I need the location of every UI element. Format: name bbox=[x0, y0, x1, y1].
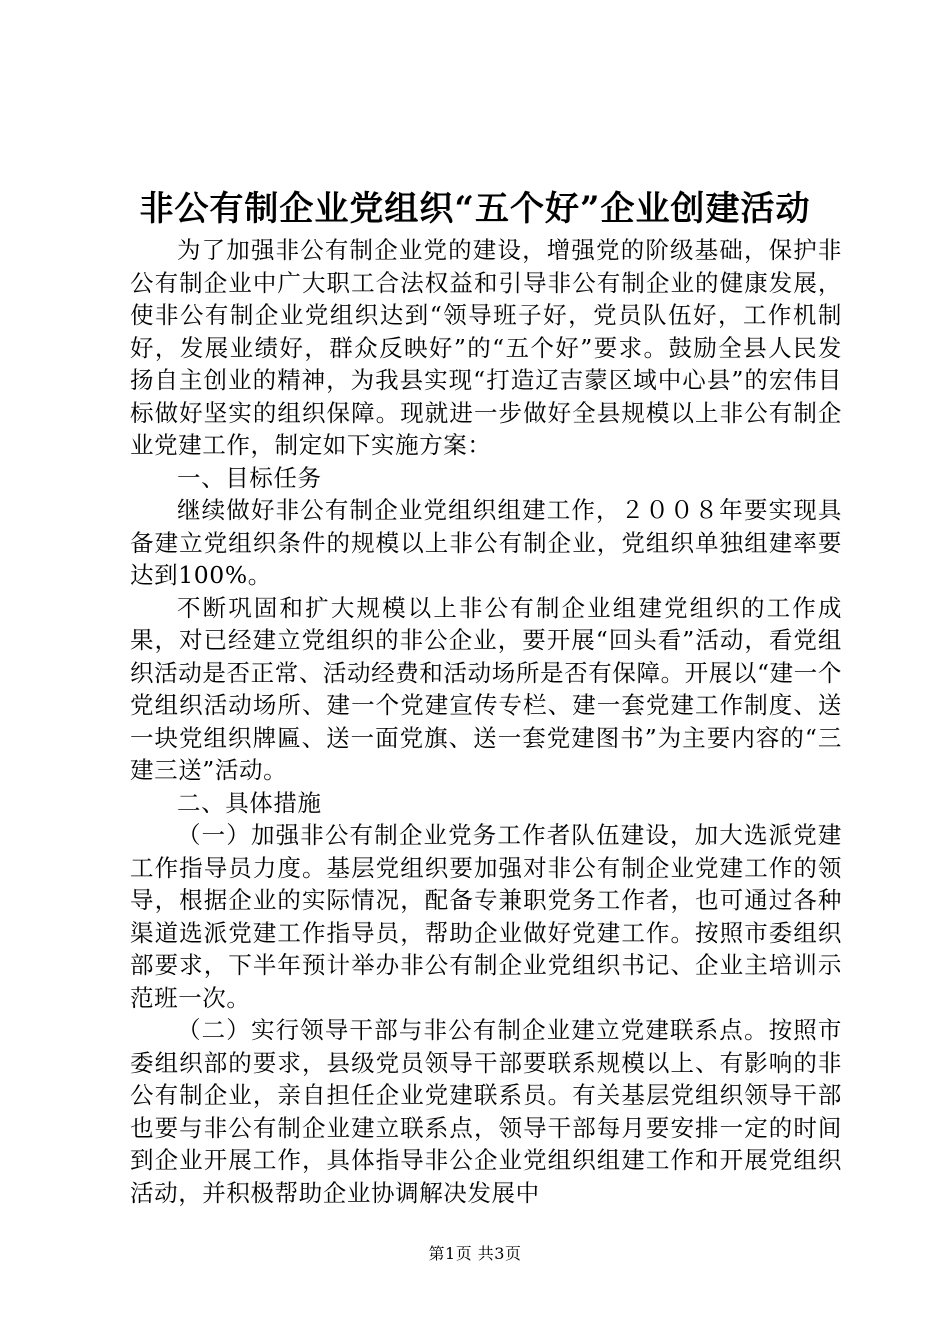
section-heading-goals: 一、目标任务 bbox=[177, 463, 322, 492]
measures-paragraph-1: （一）加强非公有制企业党务工作者队伍建设，加大选派党建工作指导员力度。基层党组织要加强对非公有制企业党建工作的领导，根据企业的实际情况，配备专兼职党务工作者，也可通过各种渠道选派党建工作指导员，帮助企业做好党建工作。按照市委组织部要求，下半年预计举办非公有制企业党组织书记、企业主培训示范班一次。 bbox=[130, 821, 842, 1012]
measures-paragraph-2: （二）实行领导干部与非公有制企业建立党建联系点。按照市委组织部的要求，县级党员领导干部要联系规模以上、有影响的非公有制企业，亲自担任企业党建联系员。有关基层党组织领导干部也要与非公有制企业建立联系点，领导干部每月要安排一定的时间到企业开展工作，具体指导非公企业党组织组建工作和开展党组织活动，并积极帮助企业协调解决发展中 bbox=[130, 1016, 842, 1207]
section-heading-measures: 二、具体措施 bbox=[177, 788, 322, 817]
document-title: 非公有制企业党组织“五个好”企业创建活动 bbox=[139, 189, 811, 229]
goals-paragraph-1: 继续做好非公有制企业党组织组建工作，２００８年要实现具备建立党组织条件的规模以上非公有制企业，党组织单独组建率要达到100%。 bbox=[130, 496, 842, 589]
intro-paragraph: 为了加强非公有制企业党的建设，增强党的阶级基础，保护非公有制企业中广大职工合法权益和引导非公有制企业的健康发展，使非公有制企业党组织达到“领导班子好，党员队伍好，工作机制好，发展业绩好，群众反映好”的“五个好”要求。鼓励全县人民发扬自主创业的精神，为我县实现“打造辽吉蒙区域中心县”的宏伟目标做好坚实的组织保障。现就进一步做好全县规模以上非公有制企业党建工作，制定如下实施方案： bbox=[130, 236, 842, 459]
goals-paragraph-2: 不断巩固和扩大规模以上非公有制企业组建党组织的工作成果，对已经建立党组织的非公企业，要开展“回头看”活动，看党组织活动是否正常、活动经费和活动场所是否有保障。开展以“建一个党组织活动场所、建一个党建宣传专栏、建一套党建工作制度、送一块党组织牌匾、送一面党旗、送一套党建图书”为主要内容的“三建三送”活动。 bbox=[130, 593, 842, 784]
page-footer: 第1页 共3页 bbox=[428, 1244, 522, 1263]
document-body bbox=[130, 234, 842, 1209]
